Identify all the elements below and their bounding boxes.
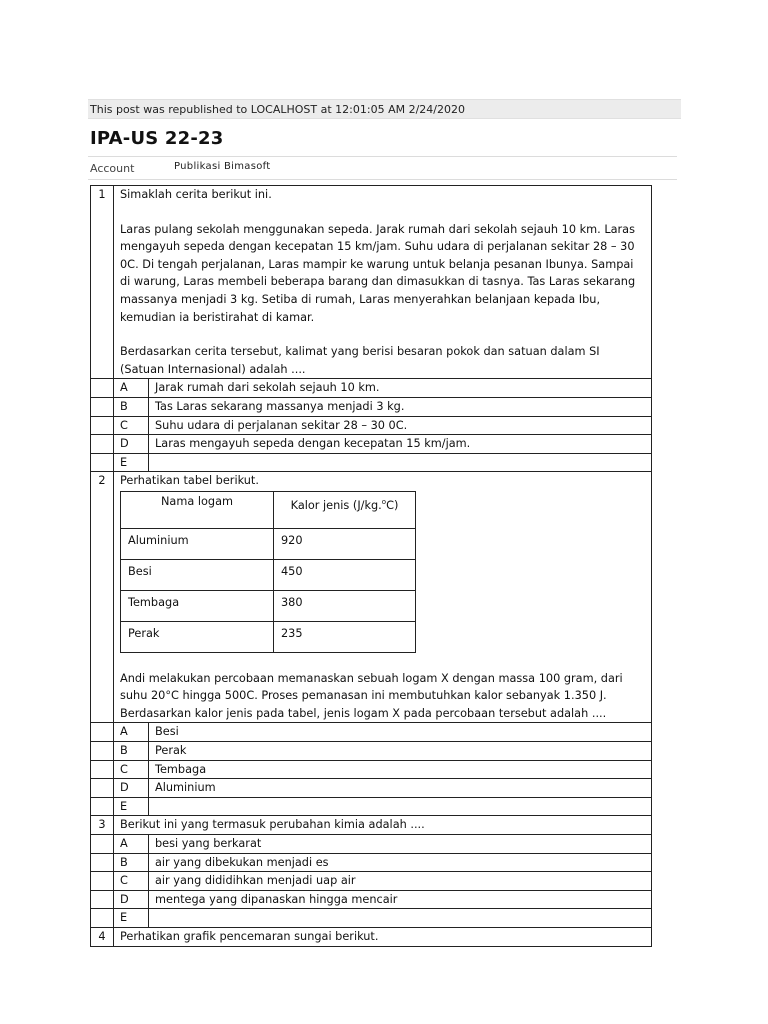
- blank-cell: [91, 835, 114, 854]
- option-text: besi yang berkarat: [149, 835, 652, 854]
- option-letter: C: [114, 416, 149, 435]
- page-title: IPA-US 22-23: [90, 128, 224, 149]
- option-row[interactable]: [91, 379, 652, 398]
- option-row[interactable]: [91, 872, 652, 891]
- question-body: [114, 472, 652, 723]
- question-number: 1: [91, 186, 114, 379]
- question-number: 3: [91, 816, 114, 835]
- question-number: 4: [91, 927, 114, 946]
- table-row: [121, 559, 416, 590]
- table-cell: Besi: [121, 559, 274, 590]
- question-intro: Simaklah cerita berikut ini.: [120, 188, 272, 201]
- question-row: [91, 186, 652, 379]
- header-text: Kalor jenis (J/kg.: [290, 498, 382, 512]
- option-text: Jarak rumah dari sekolah sejauh 10 km.: [149, 379, 652, 398]
- option-letter: E: [114, 453, 149, 472]
- question-text: Perhatikan grafik pencemaran sungai berikut.: [114, 927, 652, 946]
- table-cell: Perak: [121, 621, 274, 652]
- table-cell: 920: [274, 528, 416, 559]
- title-divider: [88, 156, 677, 157]
- question-text: Berikut ini yang termasuk perubahan kimia adalah ....: [114, 816, 652, 835]
- table-cell: 235: [274, 621, 416, 652]
- question-table: [90, 185, 652, 947]
- blank-cell: [91, 909, 114, 928]
- blank-cell: [91, 779, 114, 798]
- table-header: [274, 491, 416, 528]
- metal-table: [120, 491, 416, 653]
- option-text: [149, 453, 652, 472]
- table-header: Nama logam: [121, 491, 274, 528]
- option-letter: B: [114, 853, 149, 872]
- option-letter: B: [114, 742, 149, 761]
- option-row[interactable]: [91, 742, 652, 761]
- option-letter: D: [114, 779, 149, 798]
- option-row[interactable]: [91, 853, 652, 872]
- option-row[interactable]: [91, 453, 652, 472]
- question-row: [91, 816, 652, 835]
- option-text: Besi: [149, 723, 652, 742]
- option-letter: E: [114, 797, 149, 816]
- option-letter: A: [114, 379, 149, 398]
- option-letter: C: [114, 760, 149, 779]
- option-text: Perak: [149, 742, 652, 761]
- blank-cell: [91, 853, 114, 872]
- option-text: Tembaga: [149, 760, 652, 779]
- table-cell: 450: [274, 559, 416, 590]
- option-text: Laras mengayuh sepeda dengan kecepatan 15 km/jam.: [149, 435, 652, 454]
- blank-cell: [91, 872, 114, 891]
- question-text: Andi melakukan percobaan memanaskan sebuah logam X dengan massa 100 gram, dari suhu 20°C hingga 500C. Proses pemanasan ini membutuhkan kalor sebanyak 1.350 J. Berdasarkan kalor jenis pada tabel, jenis logam X pada percobaan tersebut adalah ....: [120, 671, 623, 720]
- blank-cell: [91, 435, 114, 454]
- option-letter: C: [114, 872, 149, 891]
- blank-cell: [91, 797, 114, 816]
- question-row: [91, 472, 652, 723]
- question-intro: Perhatikan tabel berikut.: [120, 474, 259, 488]
- option-row[interactable]: [91, 909, 652, 928]
- blank-cell: [91, 397, 114, 416]
- option-letter: A: [114, 835, 149, 854]
- option-text: air yang dibekukan menjadi es: [149, 853, 652, 872]
- blank-cell: [91, 416, 114, 435]
- question-body: [114, 186, 652, 379]
- option-letter: D: [114, 435, 149, 454]
- option-row[interactable]: [91, 779, 652, 798]
- blank-cell: [91, 453, 114, 472]
- blank-cell: [91, 723, 114, 742]
- account-value: Publikasi Bimasoft: [174, 161, 271, 172]
- blank-cell: [91, 760, 114, 779]
- option-row[interactable]: [91, 835, 652, 854]
- question-text: Berdasarkan cerita tersebut, kalimat yang berisi besaran pokok dan satuan dalam SI (Satuan Internasional) adalah ....: [120, 345, 600, 376]
- option-row[interactable]: [91, 397, 652, 416]
- table-row: [121, 528, 416, 559]
- option-row[interactable]: [91, 760, 652, 779]
- degree-superscript: o: [381, 497, 387, 506]
- table-cell: Tembaga: [121, 590, 274, 621]
- account-divider: [88, 179, 677, 180]
- blank-cell: [91, 742, 114, 761]
- option-row[interactable]: [91, 723, 652, 742]
- option-row[interactable]: [91, 890, 652, 909]
- option-letter: A: [114, 723, 149, 742]
- question-story: Laras pulang sekolah menggunakan sepeda. Jarak rumah dari sekolah sejauh 10 km. Laras mengayuh sepeda dengan kecepatan 15 km/jam. Suhu udara di perjalanan sekitar 28 – 30 0C. Di tengah perjalanan, Laras mampir ke warung untuk belanja pesanan Ibunya. Sampai di warung, Laras membeli beberapa barang dan dimasukkan di tasnya. Tas Laras sekarang massanya menjadi 3 kg. Setiba di rumah, Laras menyerahkan belanjaan kepada Ibu, kemudian ia beristirahat di kamar.: [120, 222, 636, 324]
- option-row[interactable]: [91, 797, 652, 816]
- option-text: Tas Laras sekarang massanya menjadi 3 kg.: [149, 397, 652, 416]
- table-cell: 380: [274, 590, 416, 621]
- republish-banner: This post was republished to LOCALHOST at 12:01:05 AM 2/24/2020: [88, 99, 681, 119]
- table-row: [121, 590, 416, 621]
- option-text: air yang dididihkan menjadi uap air: [149, 872, 652, 891]
- option-text: mentega yang dipanaskan hingga mencair: [149, 890, 652, 909]
- option-text: [149, 909, 652, 928]
- blank-cell: [91, 890, 114, 909]
- option-text: [149, 797, 652, 816]
- header-text: C): [386, 498, 399, 512]
- option-letter: D: [114, 890, 149, 909]
- table-row: [121, 621, 416, 652]
- option-text: Aluminium: [149, 779, 652, 798]
- option-letter: E: [114, 909, 149, 928]
- option-row[interactable]: [91, 416, 652, 435]
- question-number: 2: [91, 472, 114, 723]
- account-label: Account: [90, 162, 135, 175]
- question-row: [91, 927, 652, 946]
- table-cell: Aluminium: [121, 528, 274, 559]
- option-row[interactable]: [91, 435, 652, 454]
- option-letter: B: [114, 397, 149, 416]
- option-text: Suhu udara di perjalanan sekitar 28 – 30 0C.: [149, 416, 652, 435]
- blank-cell: [91, 379, 114, 398]
